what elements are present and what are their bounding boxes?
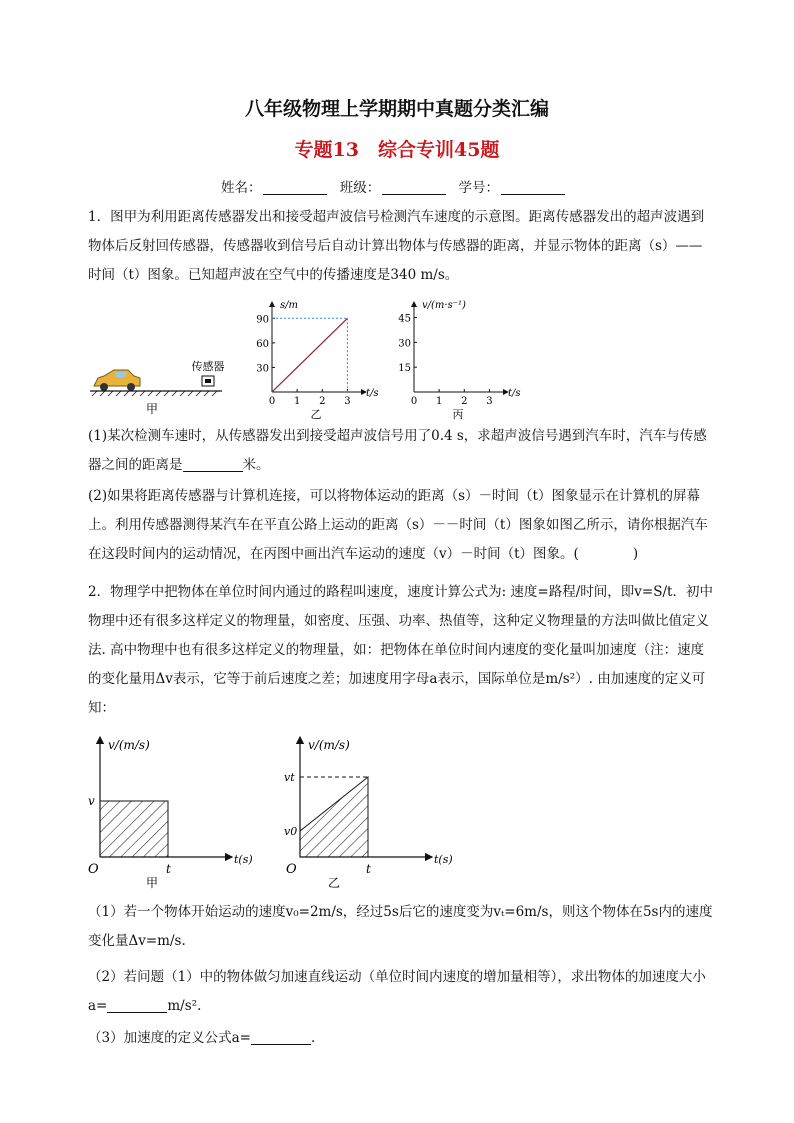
chart-caption: 乙 <box>310 408 322 421</box>
q2-yi-xlabel: t(s) <box>434 853 453 866</box>
name-label: 姓名： <box>220 180 262 196</box>
q2-part2-unit: m/s². <box>167 998 202 1014</box>
q2-part2-answer-blank[interactable] <box>107 998 167 1013</box>
q2-fig-jia <box>86 733 266 893</box>
y-tick-label: 30 <box>398 338 411 350</box>
q2-part3-text: （3）加速度的定义公式a= <box>88 1030 251 1046</box>
ground-hatch <box>92 391 217 396</box>
q1-part1 <box>88 422 714 480</box>
student-info-line <box>0 176 794 196</box>
q2-yi-v0: v0 <box>284 825 298 838</box>
q2-jia-xlabel: t(s) <box>234 853 253 866</box>
q2-jia-origin: O <box>88 862 99 877</box>
q1-chart-bing <box>388 296 521 421</box>
chart-caption: 丙 <box>452 408 464 421</box>
y-tick-label: 45 <box>398 313 411 325</box>
x-tick-label: 1 <box>293 396 301 407</box>
q2-jia-caption: 甲 <box>146 876 159 890</box>
sensor-icon <box>202 376 214 386</box>
y-tick-label: 90 <box>256 314 269 326</box>
x-axis-label: t/s <box>508 388 521 399</box>
area-trapezoid <box>300 777 368 857</box>
q1-part1-answer-blank[interactable] <box>183 457 243 472</box>
q2-part3 <box>88 1024 714 1053</box>
q2-yi-t: t <box>366 862 371 876</box>
class-blank[interactable] <box>382 180 446 195</box>
q2-jia-t: t <box>166 862 171 876</box>
q2-yi-caption: 乙 <box>328 876 341 890</box>
y-axis-label: s/m <box>280 300 298 311</box>
q2-jia-ylabel: v/(m/s) <box>108 738 150 752</box>
q2-intro: 2．物理学中把物体在单位时间内通过的路程叫速度，速度计算公式为: 速度=路程/时间，即v=S/t．初中物理中还有很多这样定义的物理量，如密度、压强、功率、热值等，这种定义物理量的方法叫做比值定义法. 高中物理中也有很多这样定义的物理量，如：把物体在单位时间内速度的变化量叫加速度（注：速度的变化量用Δv表示，它等于前后速度之差；加速度用字母a表示，国际单位是m/s²）. 由加速度的定义可知： <box>88 584 713 716</box>
q2-part2-text: （2）若问题（1）中的物体做匀加速直线运动（单位时间内速度的增加量相等），求出物体的加速度大小a= <box>88 969 706 1014</box>
q1-chart-yi <box>246 296 379 421</box>
q2-yi-origin: O <box>286 862 297 877</box>
y-tick-label: 60 <box>256 338 269 350</box>
q2-part3-answer-blank[interactable] <box>251 1030 311 1045</box>
q2-part2 <box>88 963 714 1021</box>
x-axis-label: t/s <box>366 388 379 399</box>
q2-jia-v: v <box>88 794 95 808</box>
name-blank[interactable] <box>263 180 327 195</box>
x-tick-label: 3 <box>486 396 493 407</box>
x-tick-label: 0 <box>410 396 418 407</box>
q2-part1: （1）若一个物体开始运动的速度v₀=2m/s，经过5s后它的速度变为vₜ=6m/s，则这个物体在5s内的速度变化量Δv=m/s. <box>88 904 713 949</box>
q1-part1-text: (1)某次检测车速时，从传感器发出到接受超声波信号用了0.4 s，求超声波信号遇到汽车时，汽车与传感器之间的距离是 <box>88 428 707 473</box>
car-icon <box>94 370 140 391</box>
q2-yi-ylabel: v/(m/s) <box>308 738 350 752</box>
class-label: 班级： <box>339 180 381 196</box>
sensor-label: 传感器 <box>191 360 225 373</box>
id-blank[interactable] <box>501 180 565 195</box>
y-tick-label: 30 <box>256 363 269 375</box>
q1-part2: (2)如果将距离传感器与计算机连接，可以将物体运动的距离（s）－时间（t）图象显示在计算机的屏幕上。利用传感器测得某汽车在平直公路上运动的距离（s）－－时间（t）图象如图乙所示，请你根据汽车在这段时间内的运动情况，在丙图中画出汽车运动的速度（v）－时间（t）图象。( ) <box>88 488 708 562</box>
x-tick-label: 3 <box>344 396 351 407</box>
q2-yi-vt: vt <box>284 771 295 784</box>
x-tick-label: 2 <box>461 396 468 407</box>
q2-part3-end: . <box>310 1030 316 1046</box>
q1-intro: 1．图甲为利用距离传感器发出和接受超声波信号检测汽车速度的示意图。距离传感器发出的超声波遇到物体后反射回传感器，传感器收到信号后自动计算出物体与传感器的距离，并显示物体的距离（s）——时间（t）图象。已知超声波在空气中的传播速度是340 m/s。 <box>88 209 705 283</box>
q1-fig-jia <box>88 358 228 418</box>
id-label: 学号： <box>458 180 500 196</box>
q2-fig-yi <box>282 733 462 893</box>
x-tick-label: 1 <box>435 396 443 407</box>
q1-part1-unit: 米。 <box>242 457 270 473</box>
area-rect <box>100 801 168 857</box>
fig-jia-caption: 甲 <box>145 402 159 416</box>
series-line <box>272 318 347 392</box>
y-tick-label: 15 <box>398 363 411 375</box>
x-tick-label: 0 <box>268 396 276 407</box>
x-tick-label: 2 <box>319 396 326 407</box>
page-subtitle: 专题13 综合专训45题 <box>294 139 500 161</box>
y-axis-label: v/(m·s⁻¹) <box>422 300 466 311</box>
page-title: 八年级物理上学期期中真题分类汇编 <box>244 98 549 120</box>
